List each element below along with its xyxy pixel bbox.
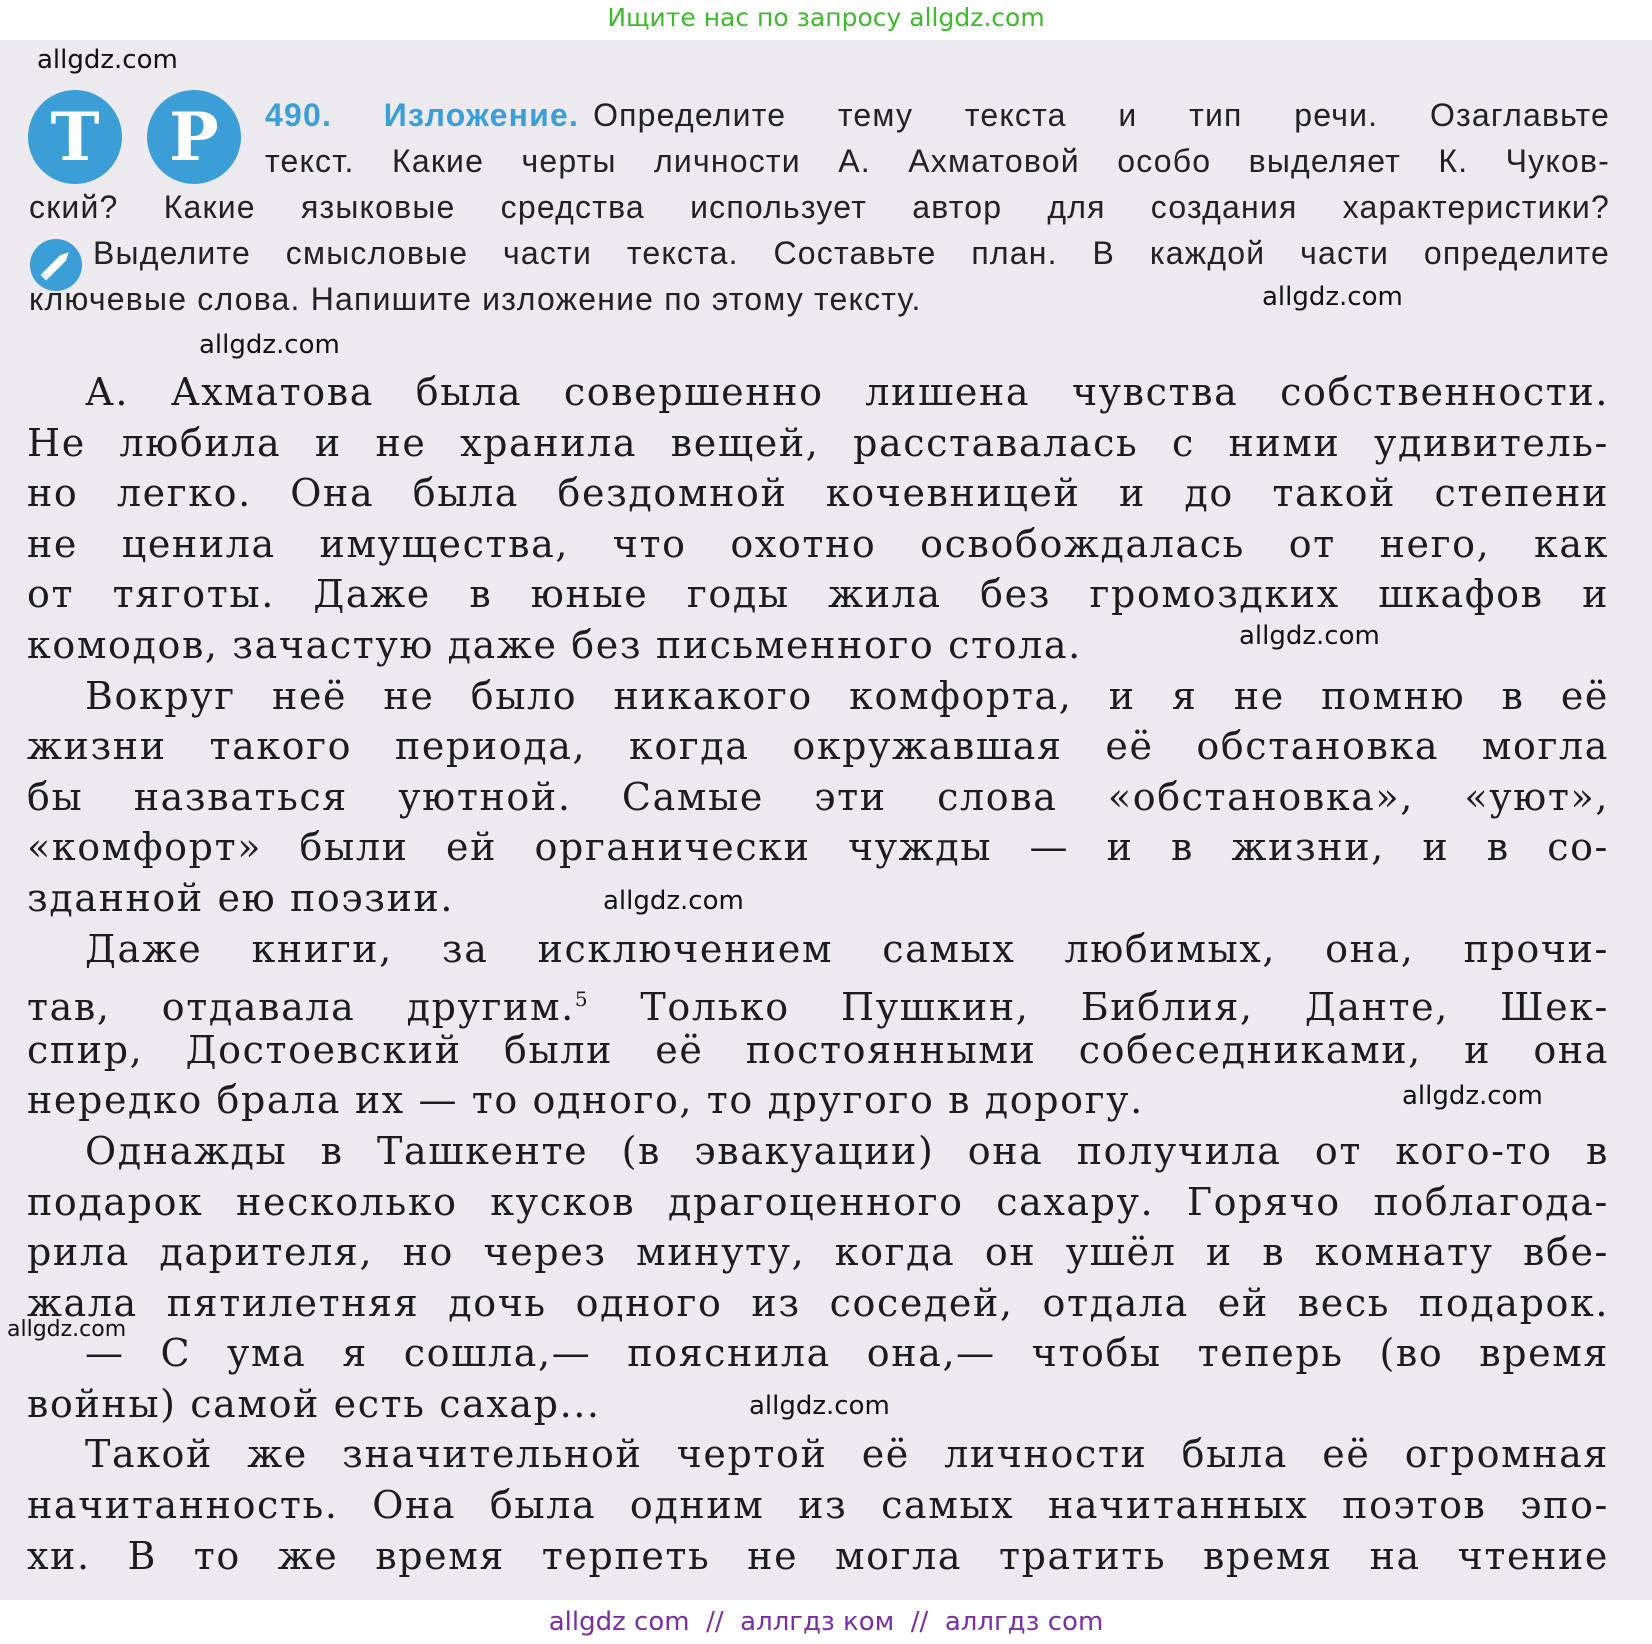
text-line: рила дарителя, но через минуту, когда он ушёл и в комнату вбе- xyxy=(27,1230,1609,1275)
task-line-1: 490. Изложение. Определите тему текста и тип речи. Озаглавьте xyxy=(265,97,1611,133)
text-line: начитанность. Она была одним из самых начитанных поэтов эпо- xyxy=(27,1483,1609,1528)
text-line-with-footnote: тав, отдавала другим.$^5$ Только Пушкин, Библия, Данте, Шек- xyxy=(27,985,1609,1030)
text-line: Даже книги, за исключением самых любимых, она, прочи- xyxy=(85,926,1609,971)
watermark: allgdz.com xyxy=(199,330,340,360)
top-banner: Ищите нас по запросу allgdz.com xyxy=(0,0,1652,36)
task-number: 490. Изложение. xyxy=(265,97,580,133)
bottom-banner: allgdz com // аллгдз ком // аллгдз com xyxy=(0,1600,1652,1644)
text-line: «комфорт» были ей органически чужды — и в жизни, и в со- xyxy=(27,825,1609,870)
text-line: спир, Достоевский были её постоянными собеседниками, и она xyxy=(27,1027,1609,1072)
text-line: но легко. Она была бездомной кочевницей и до такой степени xyxy=(27,471,1609,516)
text-line: Однажды в Ташкенте (в эвакуации) она получила от кого-то в xyxy=(85,1128,1609,1173)
textbook-page xyxy=(0,40,1652,1600)
text-line: жала пятилетняя дочь одного из соседей, отдала ей весь подарок. xyxy=(27,1280,1609,1325)
text-line: комодов, зачастую даже без письменного стола. xyxy=(27,622,1082,667)
badge-r: Р xyxy=(147,90,241,184)
text-line: А. Ахматова была совершенно лишена чувства собственности. xyxy=(85,370,1609,414)
text-line: не ценила имущества, что охотно освобождалась от него, как xyxy=(27,521,1609,566)
text-line: войны) самой есть сахар... xyxy=(27,1381,601,1426)
task-line-3: ский? Какие языковые средства использует автор для создания характеристики? xyxy=(29,189,1610,225)
watermark: allgdz.com xyxy=(1402,1081,1543,1111)
watermark: allgdz.com xyxy=(7,1317,127,1342)
watermark: allgdz.com xyxy=(749,1391,890,1421)
text-line: зданной ею поэзии. xyxy=(27,875,455,920)
watermark: allgdz.com xyxy=(1262,282,1403,312)
task-line-5: ключевые слова. Напишите изложение по этому тексту. xyxy=(29,281,922,317)
text-line: жизни такого периода, когда окружавшая её обстановка могла xyxy=(27,724,1609,769)
text-line: Вокруг неё не было никакого комфорта, и я не помню в её xyxy=(85,673,1609,718)
text-line: хи. В то же время терпеть не могла тратить время на чтение xyxy=(27,1533,1609,1578)
task-line-4: Выделите смысловые части текста. Составьте план. В каждой части определите xyxy=(93,235,1610,271)
text-line: Не любила и не хранила вещей, расставалась с ними удивитель- xyxy=(27,420,1609,465)
watermark: allgdz.com xyxy=(1239,621,1380,651)
footnote-mark: 5 xyxy=(574,987,590,1012)
watermark: allgdz.com xyxy=(37,45,178,75)
text-line: нередко брала их — то одного, то другого в дорогу. xyxy=(27,1078,1144,1123)
watermark: allgdz.com xyxy=(603,886,744,916)
text-line: подарок несколько кусков драгоценного сахару. Горячо поблагода- xyxy=(27,1179,1609,1224)
text-line: бы назваться уютной. Самые эти слова «обстановка», «уют», xyxy=(27,774,1609,819)
badge-t: Т xyxy=(28,90,122,184)
text-line: от тяготы. Даже в юные годы жила без громоздких шкафов и xyxy=(27,572,1609,617)
task-line-2: текст. Какие черты личности А. Ахматовой особо выделяет К. Чуков- xyxy=(265,143,1610,179)
text-line: — С ума я сошла,— пояснила она,— чтобы теперь (во время xyxy=(85,1331,1609,1376)
text-line: Такой же значительной чертой её личности была её огромная xyxy=(85,1432,1609,1477)
